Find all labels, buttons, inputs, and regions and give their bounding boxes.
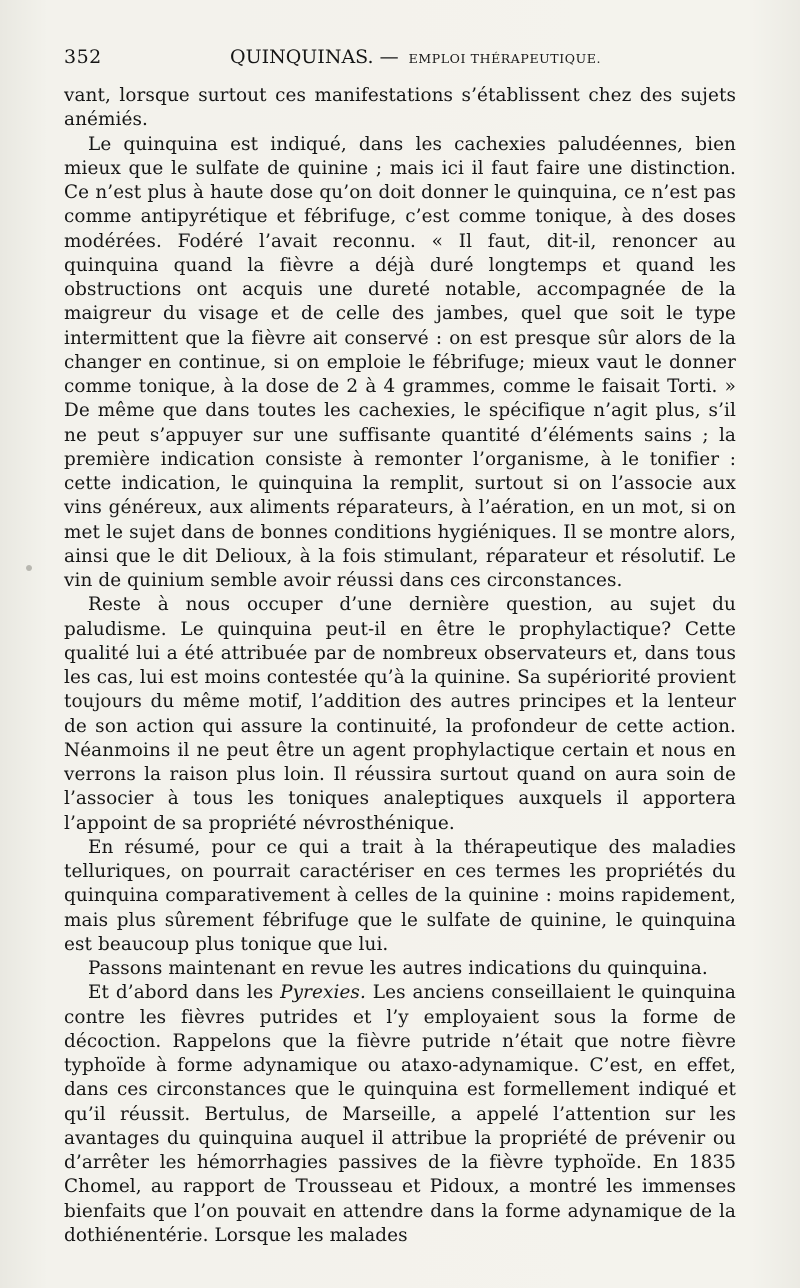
paragraph-summary: En résumé, pour ce qui a trait à la thérapeutique des maladies telluriques, on pourrait caractériser en ces termes les propriétés du quinquina comparativement à celles de la quinine : moins rapidement, mais plus sûrement fébrifuge que le sulfate de quinine, le quinquina est beaucoup plus tonique que lui. xyxy=(64,836,736,955)
running-head xyxy=(230,46,601,68)
pyrexies-term: Pyrexies. xyxy=(280,982,366,1004)
page-number: 352 xyxy=(64,46,102,68)
pyrexies-lead: Et d’abord dans les xyxy=(88,982,281,1004)
running-separator: — xyxy=(379,46,399,68)
paragraph-cachexies: Le quinquina est indiqué, dans les cachexies paludéennes, bien mieux que le sulfate de quinine ; mais ici il faut faire une distinction. Ce n’est plus à haute dose qu’on doit donner le quinquina, ce n’est pas comme antipyrétique et fébrifuge, c’est comme tonique, à des doses modérées. Fodéré l’avait reconnu. « Il faut, dit-il, renoncer au quinquina quand la fièvre a déjà duré longtemps et quand les obstructions ont acquis une dureté notable, accompagnée de la maigreur du visage et de celle des jambes, quel que soit le type intermittent que la fièvre ait conservé : on est presque sûr alors de la changer en continue, si on emploie le fébrifuge; mieux vaut le donner comme tonique, à la dose de 2 à 4 grammes, comme le faisait Torti. » De même que dans toutes les cachexies, le spécifique n’agit plus, s’il ne peut s’appuyer sur une suffisante quantité d’éléments sains ; la première indication consiste à remonter l’organisme, à le tonifier : cette indication, le quinquina la remplit, surtout si on l’associe aux vins généreux, aux aliments réparateurs, à l’aération, en un mot, si on met le sujet dans de bonnes conditions hygiéniques. Il se montre alors, ainsi que le dit Delioux, à la fois stimulant, réparateur et résolutif. Le vin de quinium semble avoir réussi dans ces circonstances. xyxy=(64,133,736,591)
paragraph-pyrexies xyxy=(64,981,736,1248)
paragraph-prophylaxis: Reste à nous occuper d’une dernière question, au sujet du paludisme. Le quinquina peut-il en être le prophylactique? Cette qualité lui a été attribuée par de nombreux observateurs et, dans tous les cas, lui est moins contestée qu’à la quinine. Sa supériorité provient toujours du même motif, l’addition des autres principes et la lenteur de son action qui assure la continuité, la profondeur de cette action. Néanmoins il ne peut être un agent prophylactique certain et nous en verrons la raison plus loin. Il réussira surtout quand on aura soin de l’associer à tous les toniques analeptiques auxquels il apportera l’appoint de sa propriété névrosthénique. xyxy=(64,594,736,834)
body-text xyxy=(64,84,736,1248)
paragraph-transition: Passons maintenant en revue les autres indications du quinquina. xyxy=(88,958,708,979)
gutter-spot-mark xyxy=(26,565,32,571)
paragraph-continued: vant, lorsque surtout ces manifestations s’établissent chez des sujets anémiés. xyxy=(64,85,736,131)
running-title: QUINQUINAS. xyxy=(230,46,374,68)
pyrexies-body: Les anciens conseillaient le quinquina contre les fièvres putrides et l’y employaient sous la forme de décoction. Rappelons que la fièvre putride n’était que notre fièvre typhoïde à forme adynamique ou ataxo-adynamique. C’est, en effet, dans ces circonstances que le quinquina est formellement indiqué et qu’il réussit. Bertulus, de Marseille, a appelé l’attention sur les avantages du quinquina auquel il attribue la propriété de prévenir ou d’arrêter les hémorrhagies passives de la fièvre typhoïde. En 1835 Chomel, au rapport de Trousseau et Pidoux, a montré les immenses bienfaits que l’on pouvait en attendre dans la forme adynamique de la dothiénentérie. Lorsque les malades xyxy=(64,982,736,1246)
page-header xyxy=(64,46,736,76)
running-subtitle: EMPLOI THÉRAPEUTIQUE. xyxy=(408,51,602,66)
